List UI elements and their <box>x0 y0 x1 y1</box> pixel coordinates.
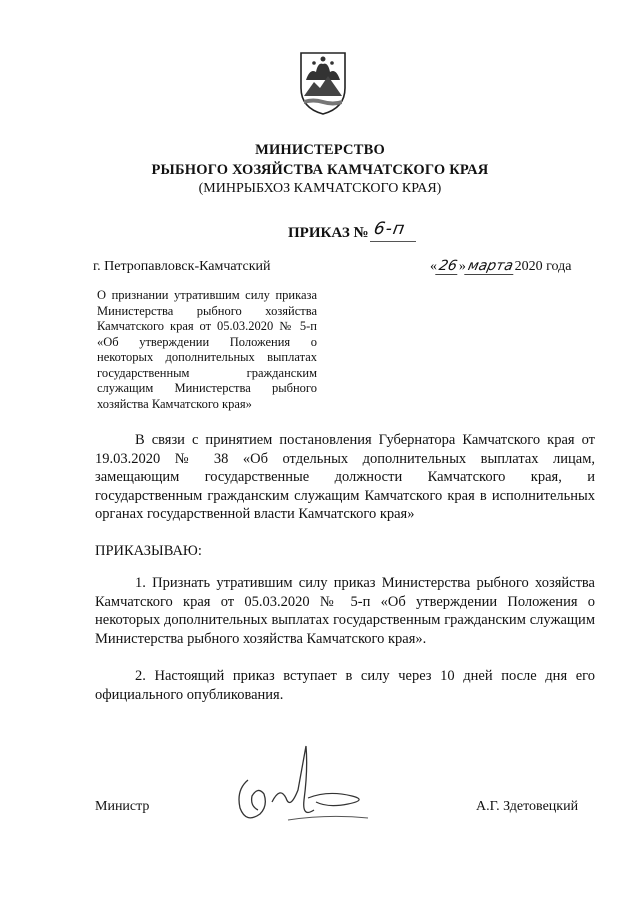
kamchatka-coat-of-arms-icon <box>298 50 348 116</box>
orders-heading: ПРИКАЗЫВАЮ: <box>95 543 202 559</box>
order-number: 6-п <box>372 219 407 239</box>
order-number-underline <box>370 241 416 242</box>
preamble-paragraph: В связи с принятием постановления Губернатора Камчатского края от 19.03.2020 № 38 «Об отдельных дополнительных выплатах лицам, замещающим государственные должности Камчатского края, и государственным гражданским служащим Камчатского края в исполнительных органах государственной власти Камчатского края» <box>95 432 595 523</box>
date-month: марта <box>464 258 516 275</box>
signatory-role: Министр <box>95 799 150 814</box>
document-date <box>430 258 571 275</box>
date-open-quote: « <box>430 259 437 274</box>
date-day: 26 <box>435 258 460 275</box>
order-item-2: 2. Настоящий приказ вступает в силу через 10 дней после дня его официального опубликования. <box>95 668 595 703</box>
handwritten-signature-icon <box>228 740 378 830</box>
ministry-name-line1: МИНИСТЕРСТВО <box>255 142 385 158</box>
signatory-name: А.Г. Здетовецкий <box>476 799 579 814</box>
order-title: ПРИКАЗ № <box>288 225 369 241</box>
date-close-quote: » <box>458 259 466 274</box>
date-year: 2020 года <box>514 259 572 274</box>
ministry-name-line2: РЫБНОГО ХОЗЯЙСТВА КАМЧАТСКОГО КРАЯ <box>151 162 489 178</box>
order-item-1: 1. Признать утратившим силу приказ Министерства рыбного хозяйства Камчатского края от 05.03.2020 № 5-п «Об утверждении Положения о некоторых дополнительных выплатах государственным гражданским служащим Министерства рыбного хозяйства Камчатского края». <box>95 575 595 647</box>
ministry-short-name: (МИНРЫБХОЗ КАМЧАТСКОГО КРАЯ) <box>198 181 442 196</box>
order-subject: О признании утратившим силу приказа Министерства рыбного хозяйства Камчатского края от 05.03.2020 № 5-п «Об утверждении Положения о некоторых дополнительных выплатах государственным гражданским служащим Министерства рыбного хозяйства Камчатского края» <box>97 288 317 411</box>
document-place: г. Петропавловск-Камчатский <box>93 259 271 274</box>
